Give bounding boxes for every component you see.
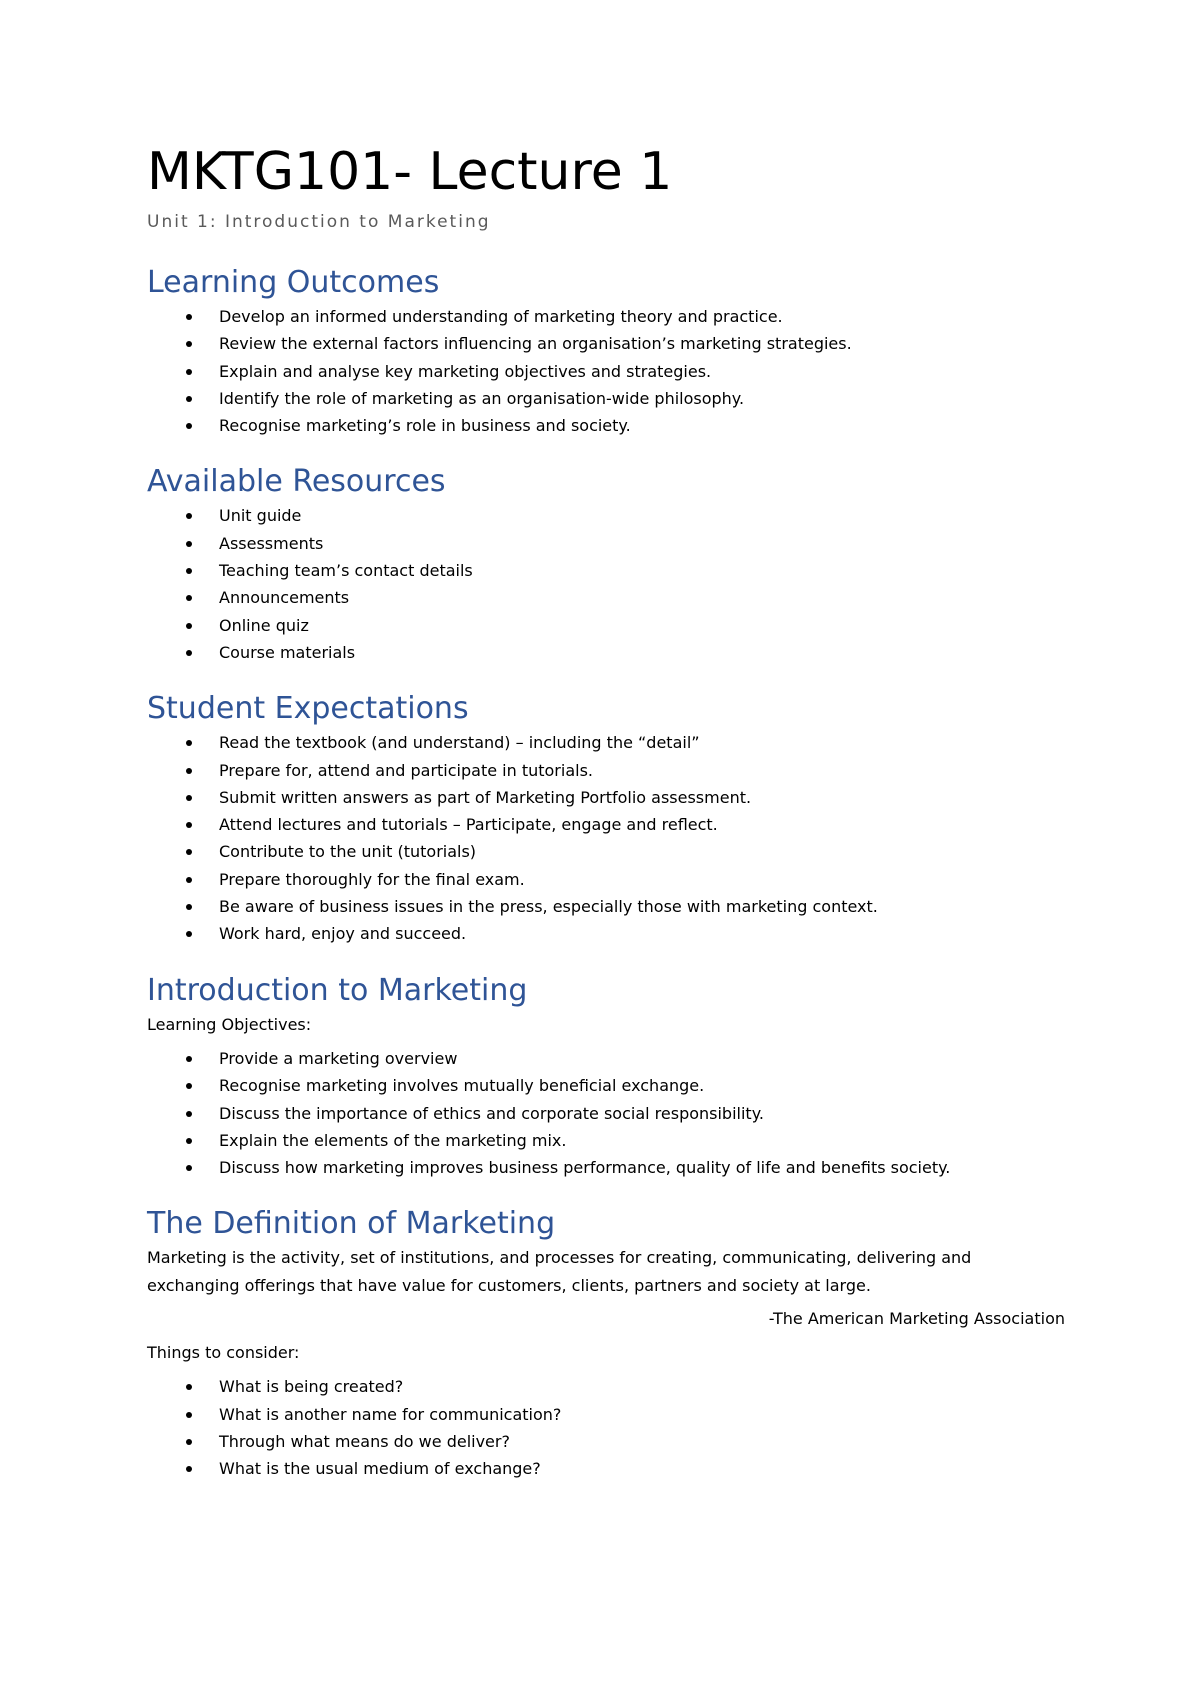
list-item: Review the external factors influencing an organisation’s marketing strategies. [147,330,1067,357]
list-item: Read the textbook (and understand) – including the “detail” [147,729,1067,756]
list-item: What is the usual medium of exchange? [147,1455,1067,1482]
bullet-icon [186,768,192,774]
bullet-icon [186,1412,192,1418]
list-item: Develop an informed understanding of marketing theory and practice. [147,303,1067,330]
list-item: What is another name for communication? [147,1401,1067,1428]
list-item: What is being created? [147,1373,1067,1400]
list-item: Recognise marketing’s role in business and society. [147,412,1067,439]
section-heading: The Definition of Marketing [147,1206,556,1242]
section-definition [147,1204,1067,1482]
bullet-list [147,1045,1067,1181]
bullet-list [147,729,1067,947]
section-heading: Available Resources [147,464,446,500]
bullet-icon [186,1384,192,1390]
list-item: Course materials [147,639,1067,666]
bullet-icon [186,795,192,801]
bullet-icon [186,623,192,629]
section-heading: Student Expectations [147,691,469,727]
list-item: Teaching team’s contact details [147,557,1067,584]
bullet-icon [186,931,192,937]
list-item: Discuss the importance of ethics and corporate social responsibility. [147,1100,1067,1127]
bullet-icon [186,1056,192,1062]
list-item: Recognise marketing involves mutually beneficial exchange. [147,1072,1067,1099]
list-item: Through what means do we deliver? [147,1428,1067,1455]
list-item: Explain and analyse key marketing objectives and strategies. [147,358,1067,385]
bullet-icon [186,1466,192,1472]
section-learning-outcomes [147,263,1067,439]
list-item: Provide a marketing overview [147,1045,1067,1072]
section-heading: Introduction to Marketing [147,972,528,1008]
list-item: Announcements [147,584,1067,611]
bullet-icon [186,1439,192,1445]
list-item: Prepare for, attend and participate in tutorials. [147,757,1067,784]
section-intro-marketing [147,971,1067,1182]
bullet-icon [186,541,192,547]
bullet-icon [186,1138,192,1144]
bullet-icon [186,740,192,746]
bullet-icon [186,369,192,375]
learning-objectives-label: Learning Objectives: [147,1014,312,1034]
bullet-icon [186,423,192,429]
list-item: Unit guide [147,502,1067,529]
bullet-icon [186,877,192,883]
section-heading: Learning Outcomes [147,265,440,300]
list-item: Attend lectures and tutorials – Participate, engage and reflect. [147,811,1067,838]
bullet-list [147,1373,1067,1482]
bullet-icon [186,650,192,656]
document-page [147,140,1067,1483]
list-item: Online quiz [147,612,1067,639]
bullet-icon [186,314,192,320]
page-title: MKTG101- Lecture 1 [147,142,673,202]
bullet-icon [186,513,192,519]
bullet-icon [186,1165,192,1171]
section-available-resources [147,462,1067,666]
bullet-icon [186,904,192,910]
list-item: Submit written answers as part of Marketing Portfolio assessment. [147,784,1067,811]
list-item: Work hard, enjoy and succeed. [147,920,1067,947]
list-item: Discuss how marketing improves business performance, quality of life and benefits society. [147,1154,1067,1181]
list-item: Prepare thoroughly for the final exam. [147,866,1067,893]
bullet-icon [186,396,192,402]
list-item: Explain the elements of the marketing mix. [147,1127,1067,1154]
bullet-icon [186,849,192,855]
bullet-icon [186,341,192,347]
definition-text: Marketing is the activity, set of institutions, and processes for creating, communicating, delivering and exchanging offerings that have value for customers, clients, partners and society at large. [147,1248,972,1295]
definition-attribution: -The American Marketing Association [768,1309,1065,1329]
things-to-consider-label: Things to consider: [147,1343,300,1363]
list-item: Identify the role of marketing as an organisation-wide philosophy. [147,385,1067,412]
page-subtitle: Unit 1: Introduction to Marketing [147,212,491,232]
bullet-list [147,502,1067,666]
list-item: Be aware of business issues in the press, especially those with marketing context. [147,893,1067,920]
bullet-icon [186,1083,192,1089]
bullet-list [147,303,1067,439]
list-item: Contribute to the unit (tutorials) [147,838,1067,865]
bullet-icon [186,568,192,574]
list-item: Assessments [147,530,1067,557]
bullet-icon [186,1111,192,1117]
section-student-expectations [147,689,1067,947]
bullet-icon [186,595,192,601]
bullet-icon [186,822,192,828]
